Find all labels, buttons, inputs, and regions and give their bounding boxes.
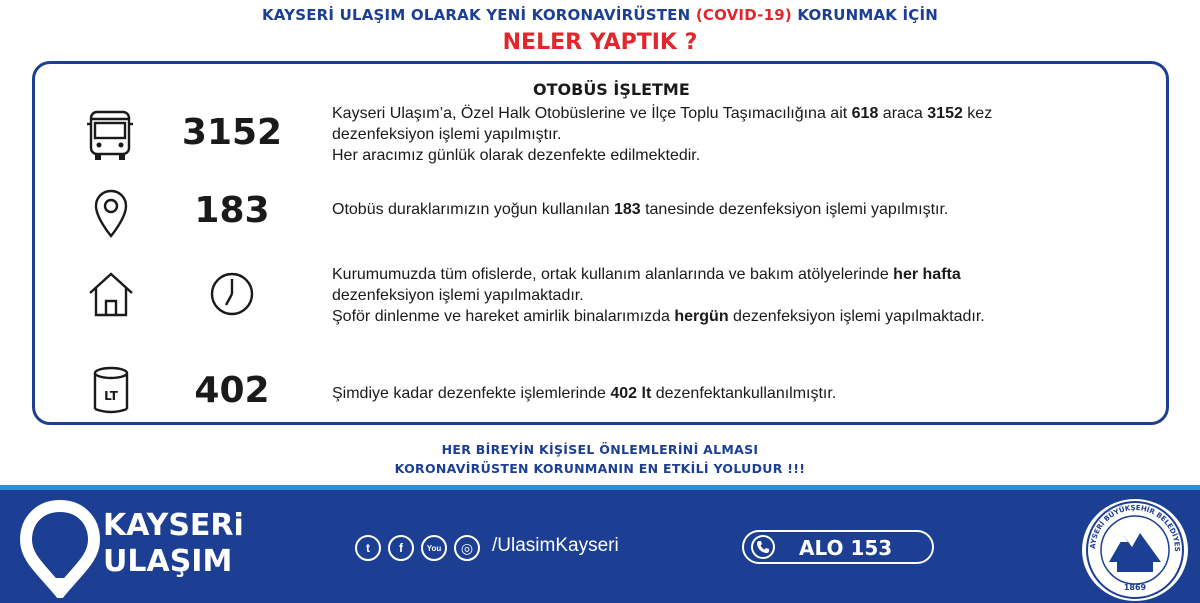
row4-text-a: Şimdiye kadar dezenfekte işlemlerinde — [332, 385, 611, 402]
row2-text-a: Otobüs duraklarımızın yoğun kullanılan — [332, 201, 614, 218]
municipality-seal — [1082, 499, 1188, 601]
headline-part-a: KAYSERİ ULAŞIM OLARAK YENİ KORONAVİRÜSTEN — [261, 6, 691, 24]
row2-bold-183: 183 — [613, 201, 641, 218]
row2-line1 — [332, 199, 948, 220]
row3-line1 — [332, 264, 985, 285]
row1-bold-3152: 3152 — [927, 105, 963, 122]
barrel-label: LT — [104, 389, 118, 403]
section-title: OTOBÜS İŞLETME — [533, 80, 690, 99]
row3-text-3a: Şoför dinlenme ve hareket amirlik binalarımızda — [332, 308, 675, 325]
row1-line1 — [332, 103, 992, 124]
seal-top-text: AYSERİ BÜYÜKŞEHİR BELEDİYES — [1088, 503, 1182, 552]
row2-text-c: tanesinde dezenfeksiyon işlemi yapılmıştır. — [640, 201, 949, 218]
row3-bold-weekly: her hafta — [893, 266, 961, 283]
row3-text-3c: dezenfeksiyon işlemi yapılmaktadır. — [728, 308, 985, 325]
seal-year: 1869 — [1123, 583, 1147, 592]
clock-icon — [209, 271, 255, 322]
row2-description — [332, 199, 948, 220]
row1-line3: Her aracımız günlük olarak dezenfekte edilmektedir. — [332, 147, 701, 164]
bottom-bar-stripe — [0, 485, 1200, 490]
row1-text-c: araca — [878, 105, 928, 122]
row3-bold-daily: hergün — [674, 308, 729, 325]
bus-count: 3152 — [181, 112, 283, 153]
footer-message-line1: HER BİREYİN KİŞİSEL ÖNLEMLERİNİ ALMASI — [441, 442, 759, 457]
row1-text-a: Kayseri Ulaşım’a, Özel Halk Otobüslerine ve İlçe Toplu Taşımacılığına ait — [332, 105, 852, 122]
location-pin-icon — [94, 189, 128, 244]
headline-line1 — [0, 6, 1200, 24]
row1-description — [332, 103, 992, 166]
bus-icon — [86, 110, 134, 167]
row1-bold-618: 618 — [851, 105, 879, 122]
facebook-icon[interactable]: f — [388, 535, 414, 561]
headline-line2: NELER YAPTIK ? — [502, 30, 698, 55]
stop-count: 183 — [194, 190, 270, 231]
liter-count: 402 — [194, 370, 270, 411]
brand-name-line1: KAYSERi — [103, 508, 244, 543]
row3-description — [332, 264, 985, 327]
barrel-icon — [91, 366, 131, 421]
row1-line2: dezenfeksiyon işlemi yapılmıştır. — [332, 126, 562, 143]
instagram-icon[interactable]: ◎ — [454, 535, 480, 561]
social-handle[interactable]: /UlasimKayseri — [492, 535, 619, 556]
youtube-icon[interactable]: You — [421, 535, 447, 561]
row3-line3 — [332, 306, 985, 327]
row1-text-d: kez — [962, 105, 993, 122]
alo-phone-button[interactable] — [742, 530, 934, 564]
row3-line2: dezenfeksiyon işlemi yapılmaktadır. — [332, 287, 584, 304]
row4-description — [332, 383, 836, 404]
row3-text-a: Kurumumuzda tüm ofislerde, ortak kullanım alanlarında ve bakım atölyelerinde — [332, 266, 894, 283]
twitter-icon[interactable]: t — [355, 535, 381, 561]
headline-part-b: KORUNMAK İÇİN — [797, 6, 939, 24]
house-icon — [87, 271, 135, 322]
brand-name-line2: ULAŞIM — [103, 544, 233, 579]
row4-bold-402lt: 402 lt — [610, 385, 652, 402]
phone-icon — [751, 535, 775, 559]
kayseri-ulasim-logo-icon — [20, 500, 100, 603]
headline-covid: (COVID-19) — [695, 6, 792, 24]
footer-message-line2: KORONAVİRÜSTEN KORUNMANIN EN ETKİLİ YOLUDUR !!! — [394, 461, 806, 476]
alo-phone-label: ALO 153 — [799, 536, 893, 560]
row4-line1 — [332, 383, 836, 404]
row4-text-c: dezenfektankullanılmıştır. — [651, 385, 837, 402]
